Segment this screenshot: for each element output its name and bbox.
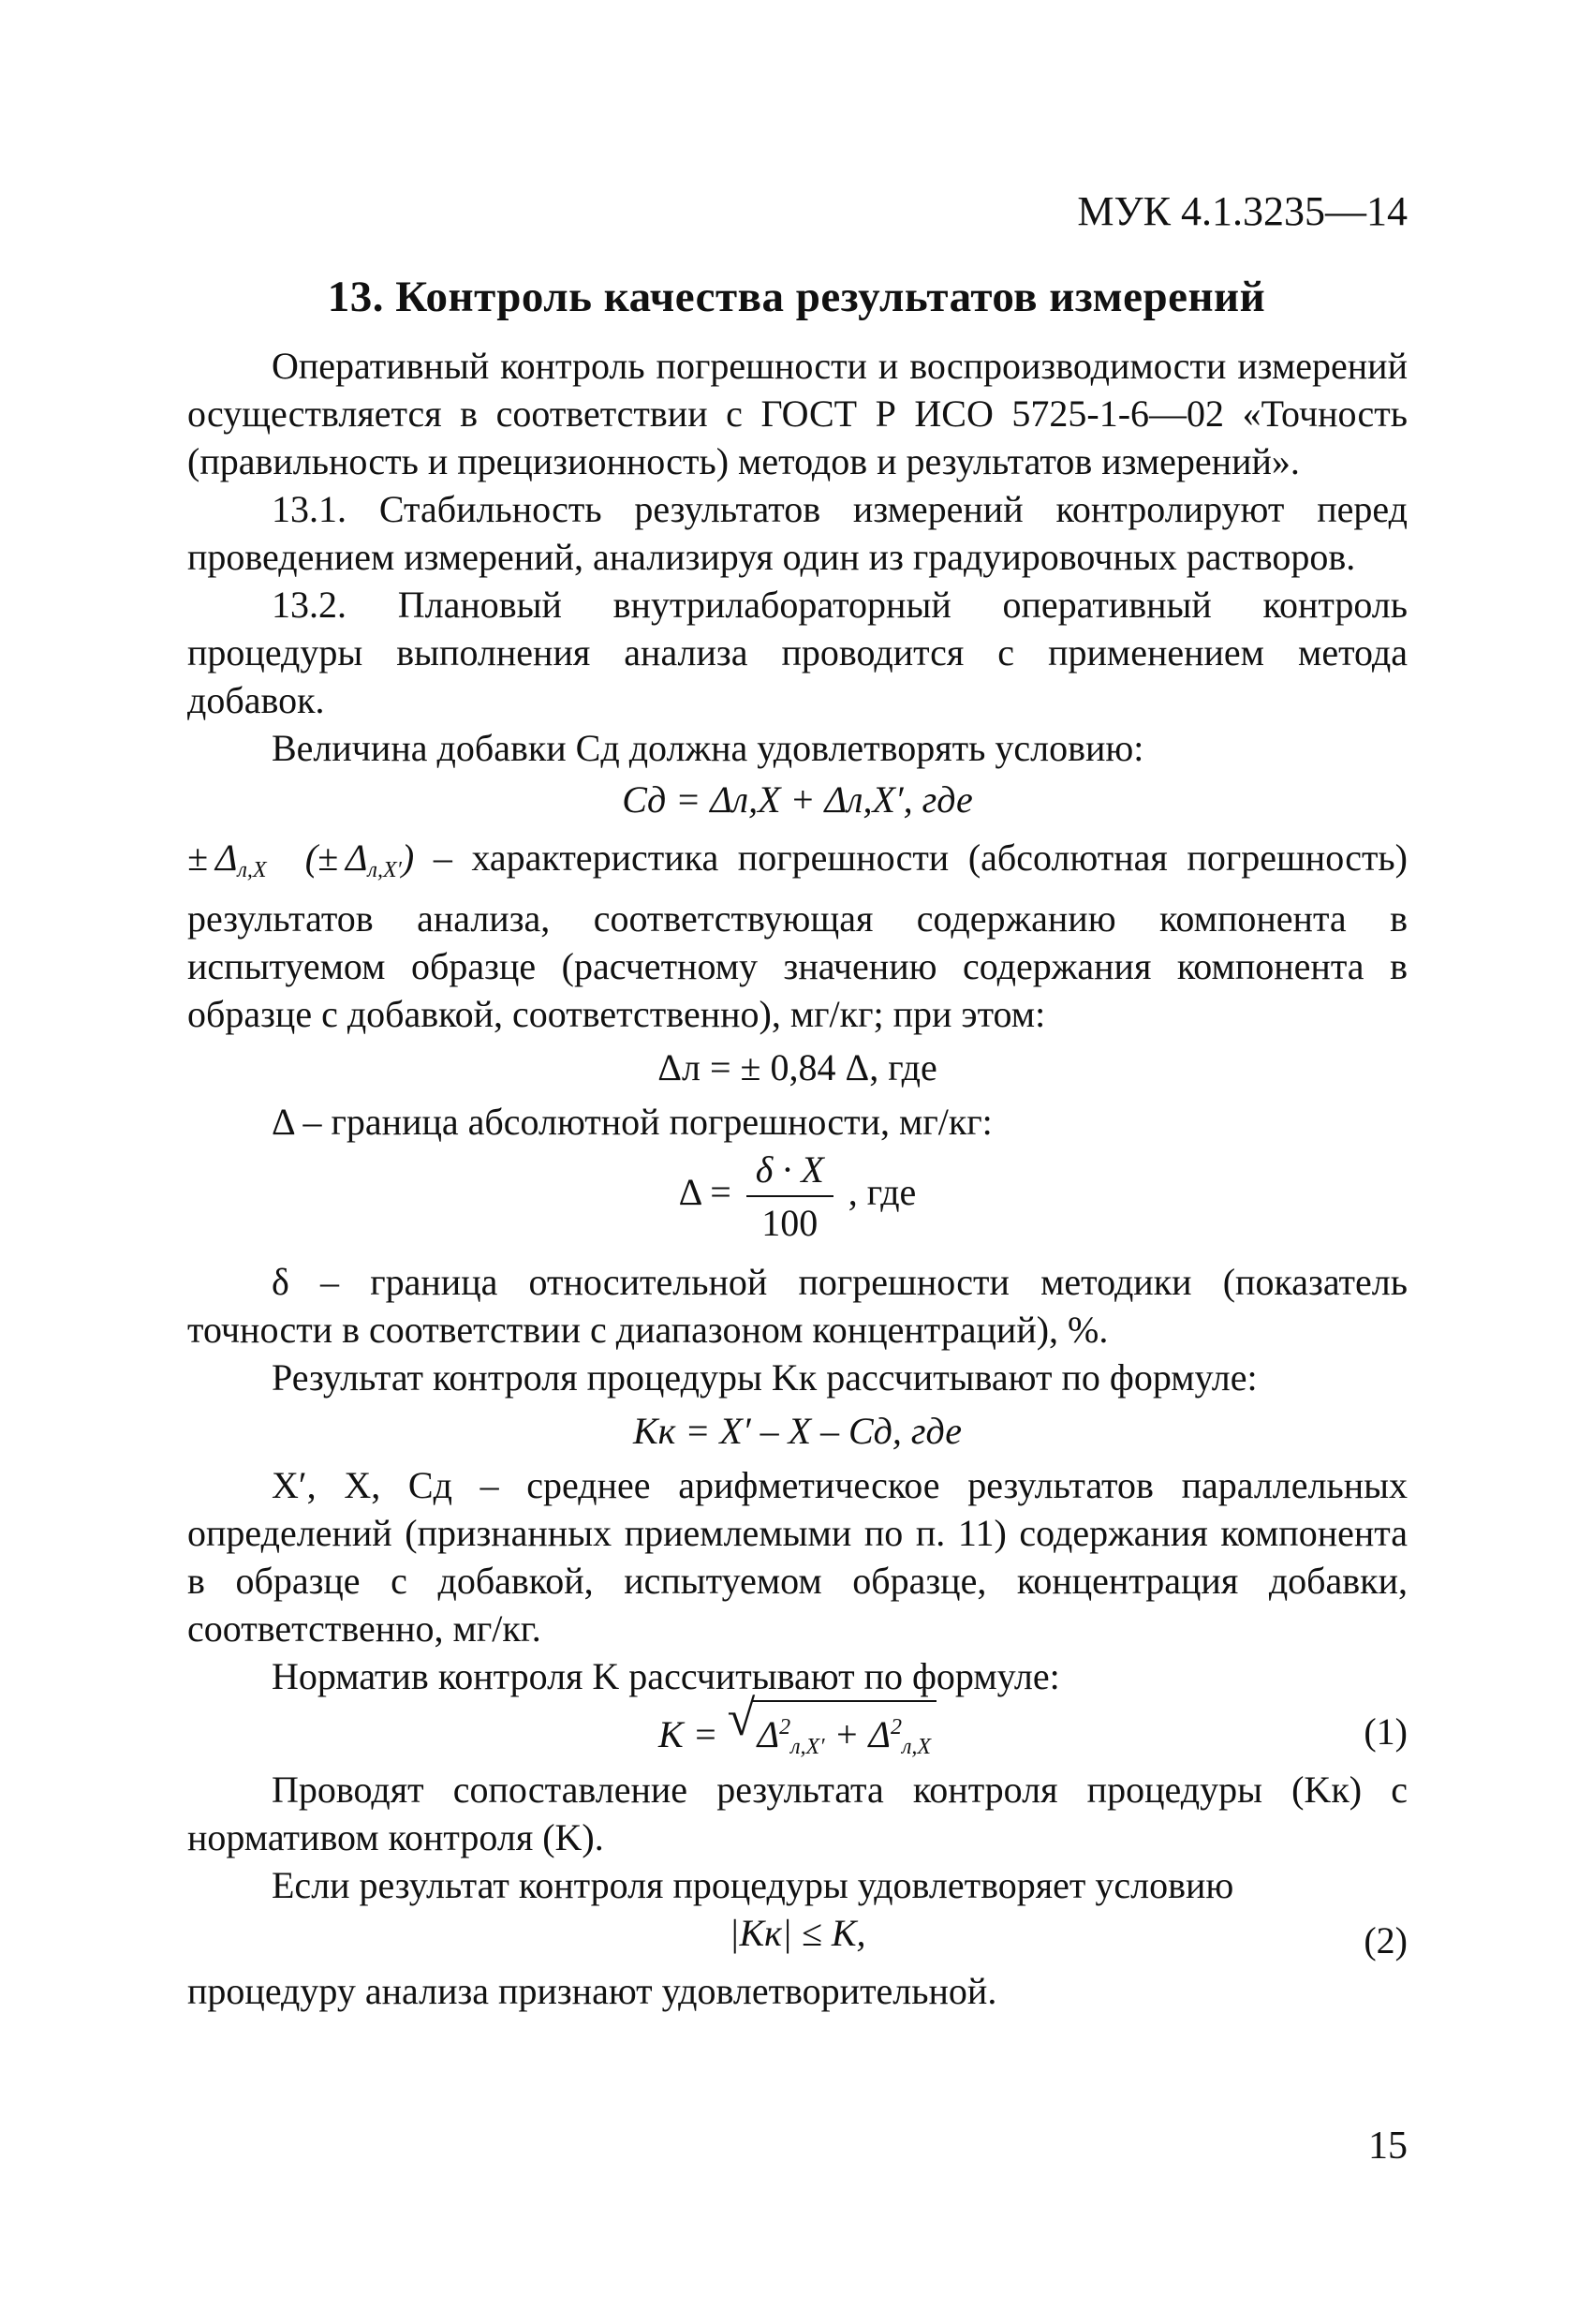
formula-cd xyxy=(187,772,1408,834)
document-code: МУК 4.1.3235—14 xyxy=(1077,188,1408,234)
paragraph-variables: X′, X, Cд – среднее арифметическое результатов параллельных определений (признанных приемлемыми по п. 11) содержания компонента в образце с добавкой, испытуемом образце, концентрация добавки, соответственно, мг/кг. xyxy=(187,1464,1408,1650)
formula-delta-l-text: Δл = ± 0,84 Δ, где xyxy=(657,1046,937,1088)
paragraph-intro: Оперативный контроль погрешности и воспроизводимости измерений осуществляется в соответствии с ГОСТ Р ИСО 5725-1-6—02 «Точность (правильность и прецизионность) методов и результатов измерений». xyxy=(187,345,1408,482)
delta-lhs: Δ = xyxy=(678,1171,731,1214)
formula-k xyxy=(187,1690,1408,1766)
error-symbols: ± $\Delta_{л,X}$ (± $\Delta_{л,X'}$) xyxy=(187,836,415,882)
paragraph-additive: Величина добавки Cд должна удовлетворять условию: xyxy=(272,727,1144,769)
paragraph-kk-result: Результат контроля процедуры Kк рассчитывают по формуле: xyxy=(272,1356,1258,1399)
section-body xyxy=(187,342,1408,2015)
page-number: 15 xyxy=(1368,2124,1408,2168)
formula-k-expression: K = √ $\Delta^2_{л,X'} + \Delta^2_{л,X}$ xyxy=(658,1713,937,1755)
paragraph-abs-error: Δ – граница абсолютной погрешности, мг/кг: xyxy=(272,1101,993,1143)
paragraph-error-characteristic xyxy=(187,834,1408,1038)
delta-fraction xyxy=(746,1146,833,1247)
formula-condition xyxy=(187,1909,1408,1967)
sqrt-symbol: √ $\Delta^2_{л,X'} + \Delta^2_{л,X}$ xyxy=(728,1700,937,1771)
formula-kk-text: Kк = X′ – X – Cд, где xyxy=(633,1410,962,1452)
formula-delta xyxy=(187,1146,1408,1258)
delta-numerator: δ · X xyxy=(746,1146,833,1197)
paragraph-rel-error: δ – граница относительной погрешности методики (показатель точности в соответствии с диапазоном концентраций), %. xyxy=(187,1261,1408,1351)
delta-where: , где xyxy=(848,1171,917,1214)
paragraph-compare: Проводят сопоставление результата контроля процедуры (Kк) с нормативом контроля (K). xyxy=(187,1769,1408,1858)
error-characteristic-text: – характеристика погрешности (абсолютная погрешность) результатов анализа, соответствующая содержанию компонента в испытуемом образце (расчетному значению содержания компонента в образце с добавкой, соответственно), мг/кг; при этом: xyxy=(187,836,1408,1035)
equation-number-1: (1) xyxy=(1364,1710,1408,1753)
formula-delta-l xyxy=(187,1038,1408,1098)
equation-number-2: (2) xyxy=(1364,1919,1408,1961)
paragraph-condition: Если результат контроля процедуры удовлетворяет условию xyxy=(272,1864,1234,1906)
paragraph-13-2: 13.2. Плановый внутрилабораторный оперативный контроль процедуры выполнения анализа проводится с применением метода добавок. xyxy=(187,584,1408,721)
formula-cd-text: Cд = Δл,X + Δл,X′, где xyxy=(622,778,973,821)
formula-kk xyxy=(187,1401,1408,1461)
section-title: 13. Контроль качества результатов измерений xyxy=(327,273,1266,321)
paragraph-k-norm: Норматив контроля K рассчитывают по формуле: xyxy=(272,1655,1060,1697)
paragraph-conclusion: процедуру анализа признают удовлетворительной. xyxy=(187,1970,997,2012)
delta-denominator: 100 xyxy=(761,1202,819,1244)
formula-condition-text: |Kк| ≤ K, xyxy=(729,1912,866,1954)
paragraph-13-1: 13.1. Стабильность результатов измерений контролируют перед проведением измерений, анализируя один из градуировочных растворов. xyxy=(187,488,1408,578)
